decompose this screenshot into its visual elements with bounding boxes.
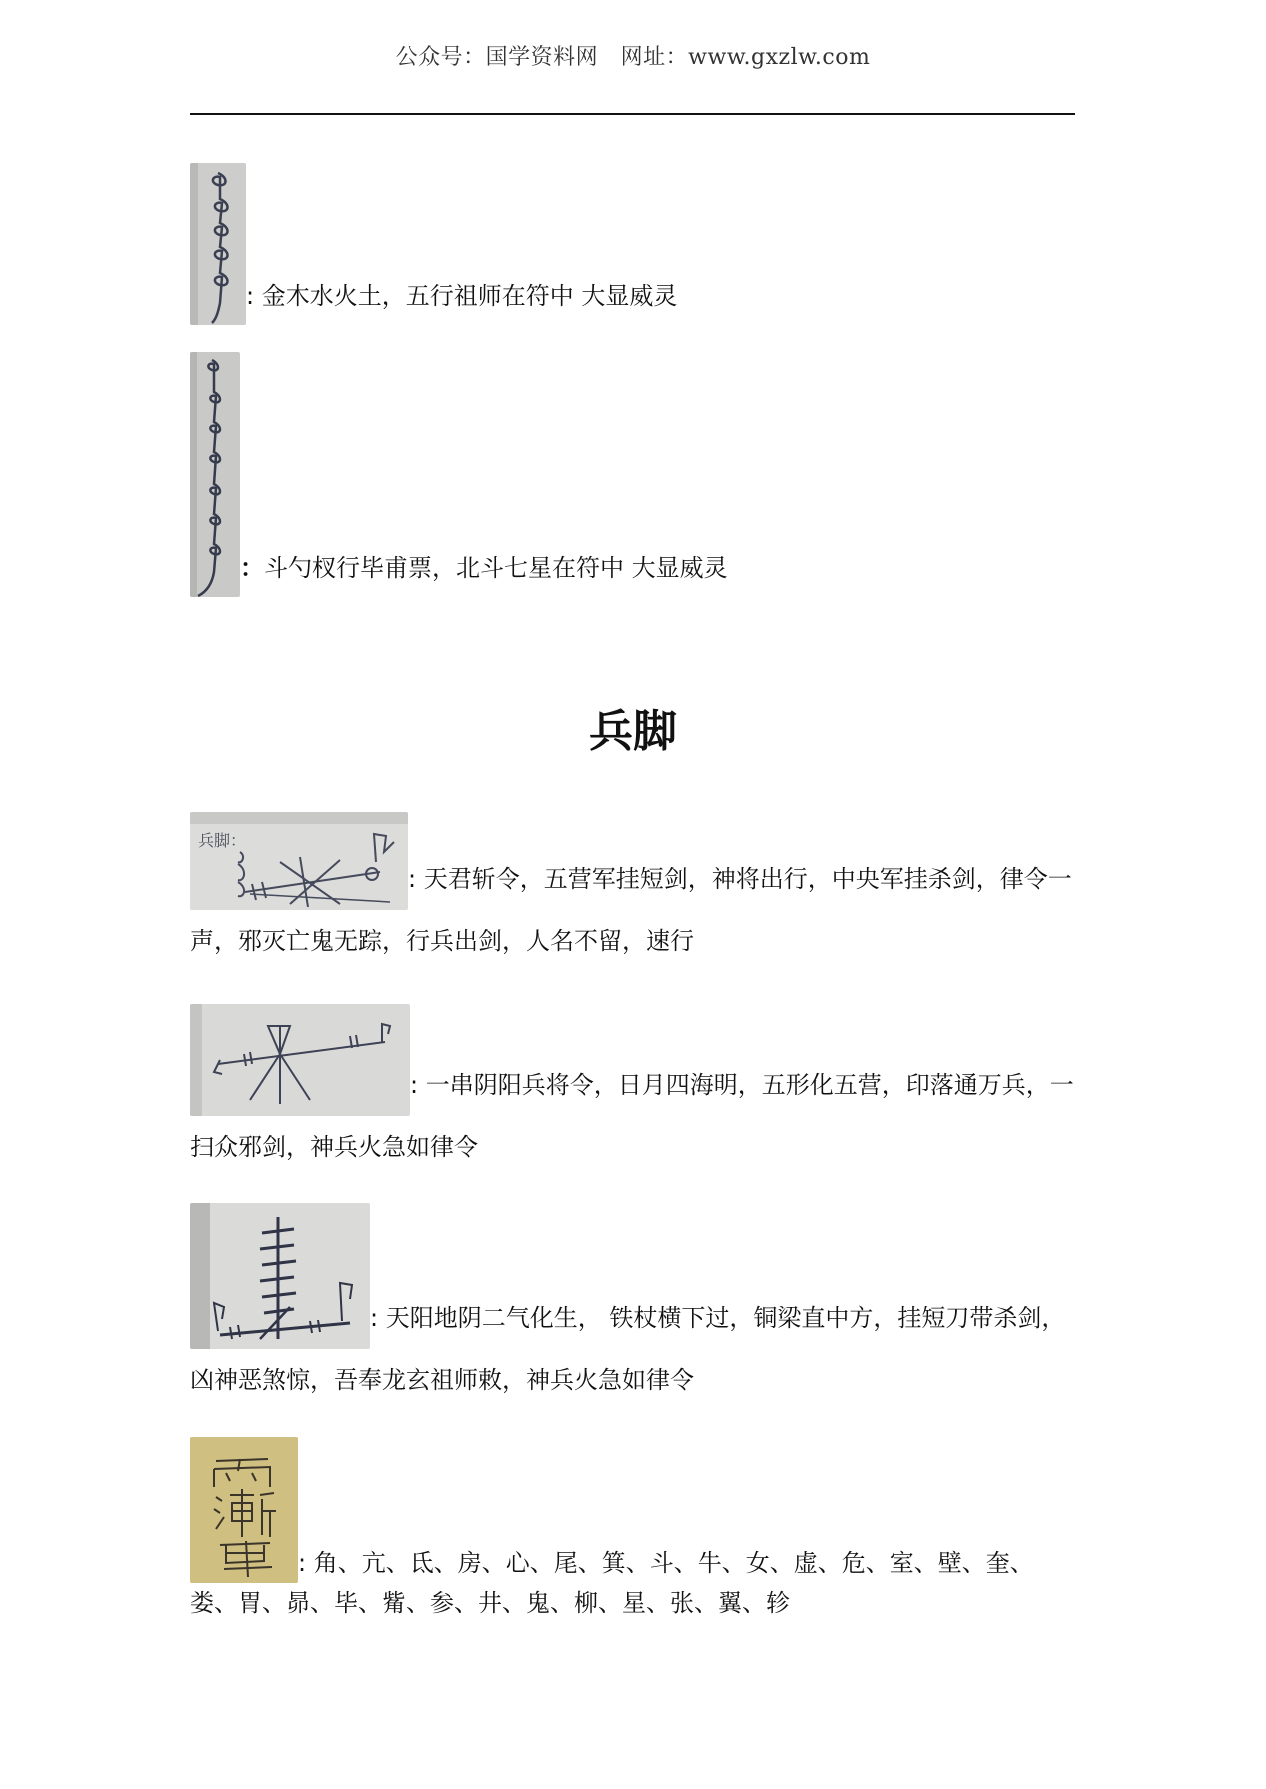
- five-loop-talisman-image: [190, 163, 246, 325]
- bingjiao-talisman-2-image: [190, 1004, 410, 1116]
- bingjiao-entry-3: : 天阳地阴二气化生， 铁杖横下过，铜梁直中方，挂短刀带杀剑，凶神恶煞惊，吾奉龙玄祖师敕，神兵火急如律令: [190, 1203, 1075, 1411]
- talisman-entry-big-dipper: ：斗勺杈行毕甫票，北斗七星在符中 大显威灵: [190, 352, 1075, 597]
- talisman-caption: 斗勺杈行毕甫票，北斗七星在符中 大显威灵: [264, 554, 728, 582]
- page-header: 公众号：国学资料网 网址：www.gxzlw.com: [395, 45, 871, 70]
- star-mansion-entry: : 角、亢、氐、房、心、尾、箕、斗、牛、女、虚、危、室、壁、奎、娄、胃、昴、毕、觜、参、井、鬼、柳、星、张、翼、轸: [190, 1437, 1075, 1623]
- header-divider: [190, 113, 1075, 115]
- talisman-caption: 天阳地阴二气化生， 铁杖横下过，铜梁直中方，挂短刀带杀剑，凶神恶煞惊，吾奉龙玄祖师敕，神兵火急如律令: [190, 1304, 1066, 1394]
- talisman-caption: 金木水火土，五行祖师在符中 大显威灵: [261, 282, 678, 310]
- bingjiao-entry-1: 兵脚： : 天君斩令，五营军挂短剑，神将出行，中央军挂杀剑，律令一声，邪灭亡鬼无踪，行兵出剑，人名不留，速行: [190, 812, 1075, 972]
- talisman-entry-five-elements: : 金木水火土，五行祖师在符中 大显威灵: [190, 163, 1075, 325]
- section-title: 兵脚: [589, 706, 677, 757]
- bingjiao-talisman-1-image: [190, 812, 408, 910]
- bingjiao-entry-2: : 一串阴阳兵将令，日月四海明，五形化五营，印落通万兵，一扫众邪剑，神兵火急如律令: [190, 1004, 1075, 1178]
- talisman-caption: 天君斩令，五营军挂短剑，神将出行，中央军挂杀剑，律令一声，邪灭亡鬼无踪，行兵出剑，人名不留，速行: [190, 865, 1072, 955]
- seven-loop-talisman-image: [190, 352, 240, 597]
- svg-text:兵脚：: 兵脚：: [198, 831, 247, 850]
- star-mansion-talisman-image: [190, 1437, 298, 1583]
- bingjiao-talisman-3-image: [190, 1203, 370, 1349]
- talisman-caption: 角、亢、氐、房、心、尾、箕、斗、牛、女、虚、危、室、壁、奎、娄、胃、昴、毕、觜、参、井、鬼、柳、星、张、翼、轸: [190, 1549, 1034, 1617]
- talisman-caption: 一串阴阳兵将令，日月四海明，五形化五营，印落通万兵，一扫众邪剑，神兵火急如律令: [190, 1071, 1074, 1161]
